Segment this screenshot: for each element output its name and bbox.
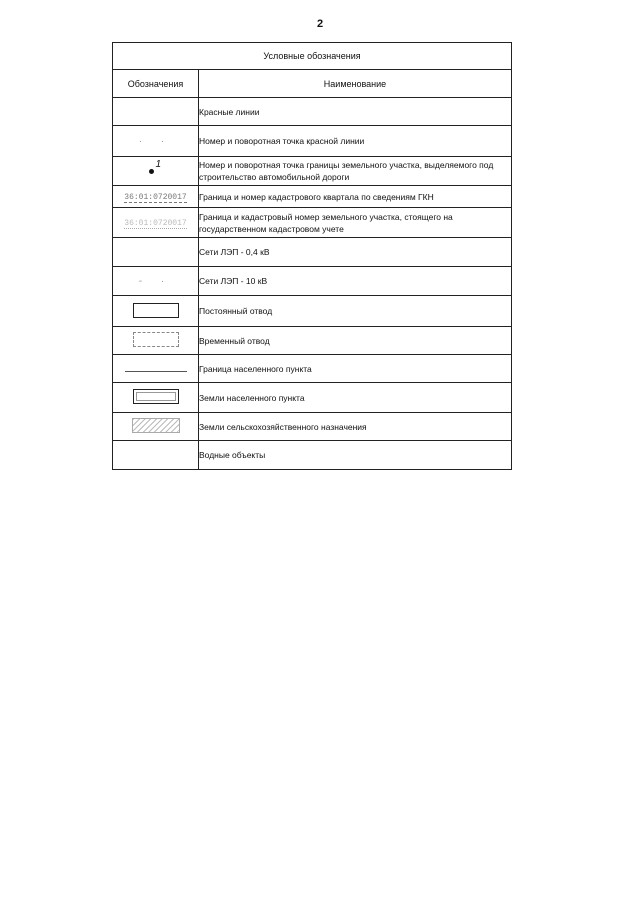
power-line-10-symbol: - · xyxy=(113,267,199,296)
table-row xyxy=(113,98,512,126)
permanent-allotment-symbol xyxy=(113,296,199,327)
agricultural-lands-symbol xyxy=(113,413,199,441)
red-line-symbol xyxy=(113,98,199,126)
table-row xyxy=(113,296,512,327)
row-name: Водные объекты xyxy=(199,441,512,470)
row-name: Номер и поворотная точка красной линии xyxy=(199,126,512,157)
cadastral-quarter-symbol: 36:01:0720017 xyxy=(113,186,199,208)
row-name: Красные линии xyxy=(199,98,512,126)
row-name: Временный отвод xyxy=(199,327,512,355)
red-line-point-symbol: · · xyxy=(113,126,199,157)
point-dot-icon xyxy=(149,169,154,174)
page-number: 2 xyxy=(316,18,324,30)
legend-table xyxy=(112,42,512,470)
table-row xyxy=(113,208,512,238)
settlement-lands-symbol xyxy=(113,383,199,413)
cadastral-parcel-symbol: 36:01:0720017 xyxy=(113,208,199,238)
row-name: Номер и поворотная точка границы земельного участка, выделяемого под строительство автомобильной дороги xyxy=(199,157,512,186)
table-row xyxy=(113,327,512,355)
power-line-04-symbol xyxy=(113,238,199,267)
row-name: Сети ЛЭП - 10 кВ xyxy=(199,267,512,296)
row-name: Сети ЛЭП - 0,4 кВ xyxy=(199,238,512,267)
header-name: Наименование xyxy=(199,70,512,98)
table-row xyxy=(113,441,512,470)
legend-title: Условные обозначения xyxy=(113,43,512,70)
table-row xyxy=(113,238,512,267)
row-name: Земли сельскохозяйственного назначения xyxy=(199,413,512,441)
table-row xyxy=(113,383,512,413)
table-row xyxy=(113,186,512,208)
header-symbol: Обозначения xyxy=(113,70,199,98)
water-objects-symbol xyxy=(113,441,199,470)
table-row xyxy=(113,413,512,441)
row-name: Земли населенного пункта xyxy=(199,383,512,413)
table-row xyxy=(113,267,512,296)
table-row xyxy=(113,126,512,157)
row-name: Граница и кадастровый номер земельного участка, стоящего на государственном кадастровом учете xyxy=(199,208,512,238)
boundary-point-symbol: 1 xyxy=(113,157,199,186)
row-name: Постоянный отвод xyxy=(199,296,512,327)
temporary-allotment-symbol xyxy=(113,327,199,355)
settlement-boundary-symbol xyxy=(113,355,199,383)
row-name: Граница и номер кадастрового квартала по сведениям ГКН xyxy=(199,186,512,208)
row-name: Граница населенного пункта xyxy=(199,355,512,383)
table-row xyxy=(113,157,512,186)
table-row xyxy=(113,355,512,383)
hatch-pattern-icon xyxy=(132,418,180,433)
